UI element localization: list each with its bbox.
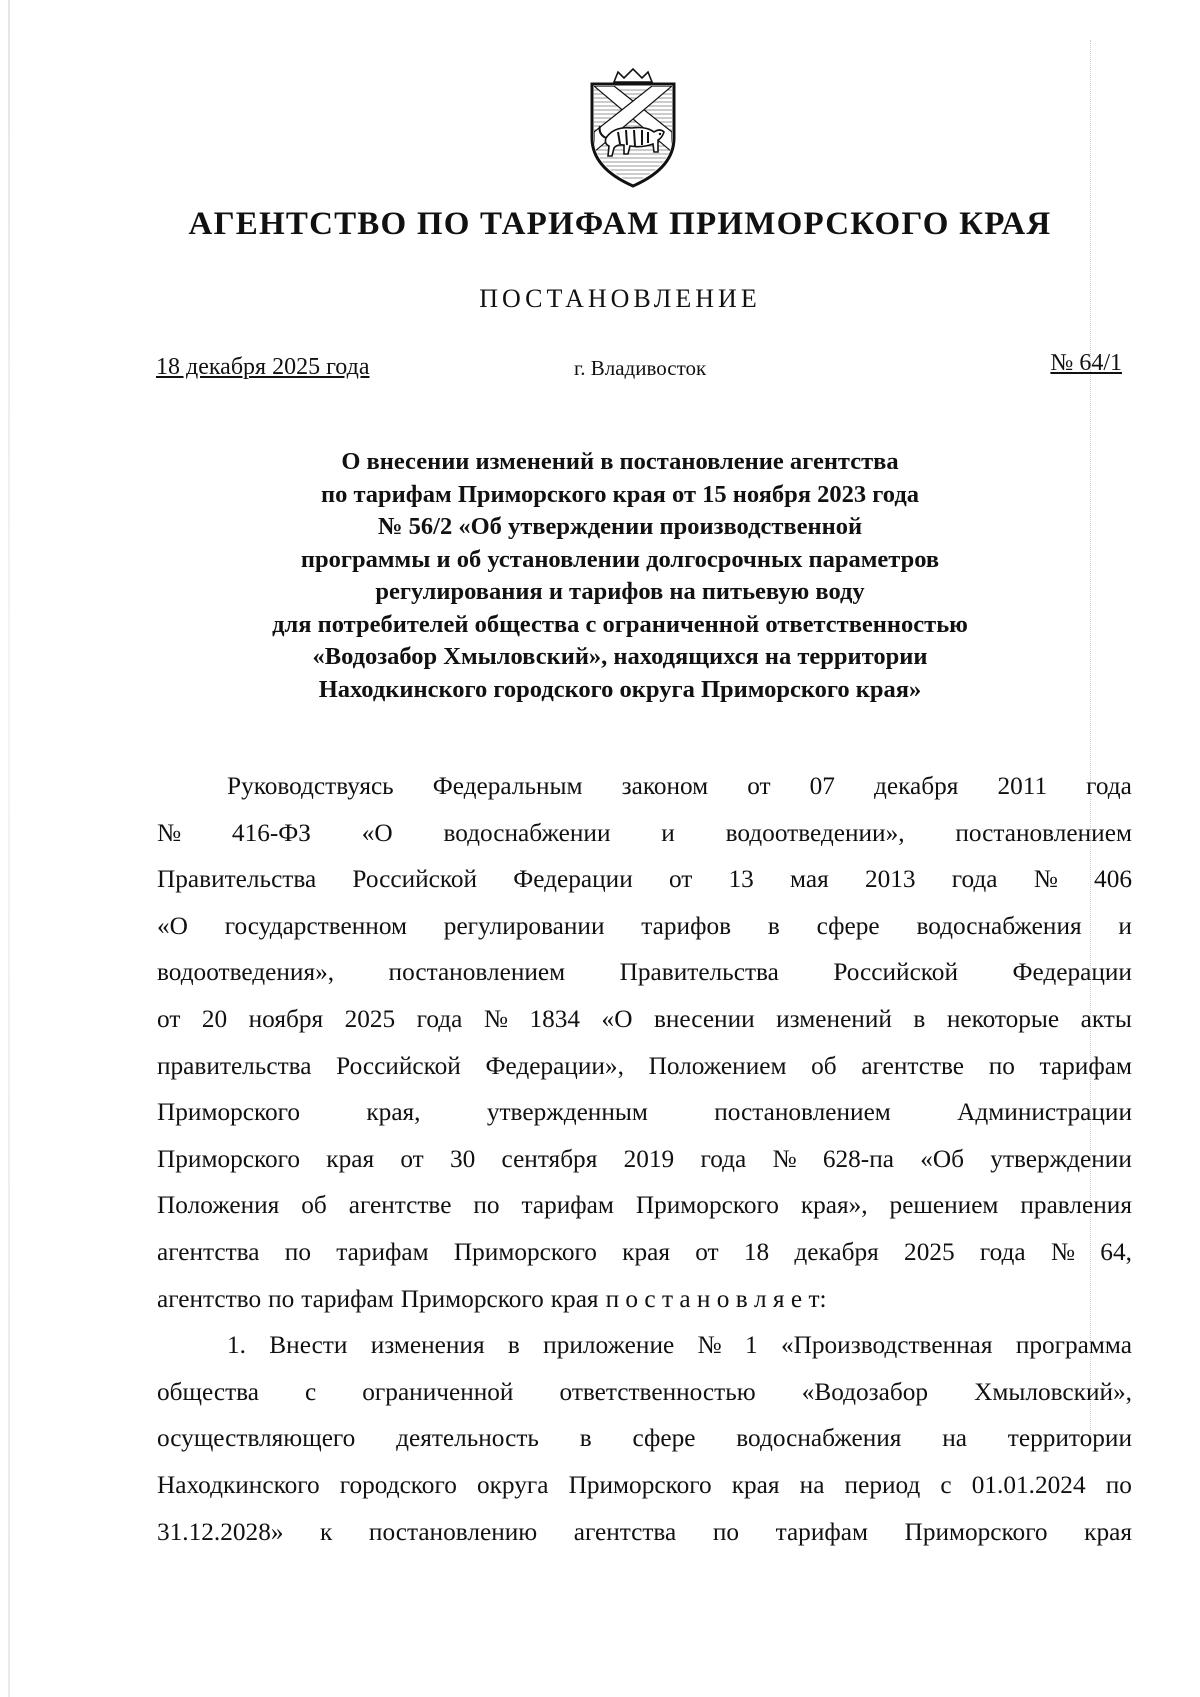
body-word: декабря [794,1237,879,1266]
body-word: 2019 [623,1144,675,1173]
body-word: Федерации», [485,1051,624,1080]
body-word: Российской [833,958,958,987]
body-word: водоснабжении [443,818,611,847]
body-word: сфере [632,1424,696,1453]
body-word: края [731,1470,780,1499]
body-word: 01.01.2024 [971,1470,1086,1499]
body-word: от [157,1004,181,1033]
body-word: об [301,1191,327,1220]
body-word: по [284,1237,311,1266]
heading-line: «Водозабор Хмыловский», находящихся на территории [312,643,928,670]
body-word: Российской [352,865,478,894]
body-word: 1 [744,1331,758,1360]
body-word: по [1105,1470,1132,1499]
body-word: 2011 [997,772,1048,800]
body-line [157,1369,1132,1416]
body-word: «Производственная [780,1331,993,1360]
body-word: с [305,1377,317,1406]
body-word: по [473,1191,500,1220]
body-word: программа [1015,1331,1132,1360]
body-word: Приморского [568,1470,712,1499]
body-word: по [268,1284,295,1313]
heading-line: регулирования и тарифов на питьевую воду [375,578,865,605]
body-word: 31.12.2028» [157,1517,284,1546]
body-word: 2025 [904,1237,955,1266]
body-word: правления [1020,1191,1132,1220]
body-word: Администрации [957,1098,1132,1127]
body-line [157,1415,1132,1462]
body-word: правительства [157,1051,312,1080]
body-word: тарифов [641,911,732,940]
body-word: № [697,1331,722,1360]
body-word: п о с т а н о в л я е т: [605,1284,827,1313]
body-word: 2013 [864,865,916,894]
body-word: утверждении [990,1144,1132,1173]
body-word: государственном [224,911,407,940]
body-word: агентство [157,1284,262,1313]
body-word: «О [361,818,393,847]
body-word: 1. [227,1331,246,1360]
body-word: решением [889,1191,999,1220]
body-word: и [1118,911,1132,940]
body-line [157,1509,1132,1556]
body-word: постановлению [368,1517,538,1546]
body-word: мая [790,865,829,894]
body-line [157,856,1132,903]
body-word: в [579,1424,592,1453]
body-word: изменений [776,1004,892,1033]
document-date: 18 декабря 2025 года [156,354,370,380]
body-word: ноября [248,1004,324,1033]
body-word: Федеральным [432,772,583,800]
document-heading [150,446,1090,706]
body-word: Приморского [635,1191,779,1220]
body-word: внесении [653,1004,755,1033]
body-word: на [942,1424,967,1453]
body-word: «О [601,1004,633,1033]
body-word: тарифам [301,1284,394,1313]
body-line [157,1229,1132,1276]
body-line [157,1089,1132,1136]
body-word: декабря [874,772,959,800]
body-word: № [772,1144,797,1173]
body-word: территории [1007,1424,1132,1453]
coat-of-arms-emblem [584,68,682,190]
body-word: тарифам [775,1517,868,1546]
body-word: года [951,865,998,894]
body-word: Правительства [619,958,779,987]
body-word: агентстве [861,1051,965,1080]
body-word: 406 [1094,865,1132,894]
body-word: Правительства [157,865,317,894]
body-word: в [767,911,780,940]
body-word: Положения [157,1191,280,1220]
body-word: в [913,1004,926,1033]
body-line [157,1276,1132,1323]
body-word: постановлением [714,1098,891,1127]
body-word: края, [366,1098,421,1127]
body-word: некоторые [946,1004,1060,1033]
body-word: по [712,1517,740,1546]
body-word: общества [157,1377,259,1406]
body-word: утвержденным [486,1098,648,1127]
body-word: и [661,818,675,847]
body-word: с [940,1470,952,1499]
body-word: края [1084,1517,1132,1546]
body-word: ограниченной [362,1377,514,1406]
body-word: ответственностью [559,1377,756,1406]
body-word: Приморского [157,1098,301,1127]
body-word: 20 [201,1004,228,1033]
body-word: года [979,1237,1026,1266]
body-line [157,1136,1132,1183]
body-word: «Об [920,1144,965,1173]
body-word: 07 [809,772,835,800]
body-word: деятельность [396,1424,539,1453]
body-word: 2025 [344,1004,396,1033]
body-word: агентстве [348,1191,452,1220]
body-word: тарифам [336,1237,429,1266]
body-word: акты [1080,1004,1132,1033]
body-word: Руководствуясь [227,772,394,800]
heading-line: для потребителей общества с ограниченной ответственностью [272,610,968,638]
body-word: 18 [743,1237,770,1266]
body-word: приложение [543,1331,675,1360]
body-word: № [157,818,182,847]
body-word: постановлением [388,958,566,987]
body-word: на [799,1470,825,1499]
body-word: от [747,772,771,800]
body-word: Приморского [157,1144,301,1173]
body-word: об [811,1051,837,1080]
body-word: сфере [816,911,880,940]
document-type: ПОСТАНОВЛЕНИЕ [479,284,761,313]
body-word: края [550,1284,599,1313]
heading-line: № 56/2 «Об утверждении производственной [377,513,863,540]
body-word: водоснабжения [916,911,1082,940]
body-word: 628-па [822,1144,894,1173]
body-line [157,1322,1132,1369]
body-word: № [1050,1237,1076,1266]
scan-edge [8,0,10,1697]
body-word: городского [339,1470,457,1499]
body-word: Положением [648,1051,787,1080]
body-word: тарифам [1039,1051,1132,1080]
body-word: осуществляющего [157,1424,356,1453]
body-word: от [668,865,693,894]
body-line [157,903,1132,950]
body-word: к [320,1517,333,1546]
body-word: постановлением [955,818,1132,847]
body-word: года [416,1004,463,1033]
body-word: Федерации [1012,958,1132,987]
document-body [157,763,1132,1555]
body-line [157,1043,1132,1090]
body-word: Приморского [400,1284,544,1313]
body-word: регулировании [443,911,605,940]
body-word: агентства [573,1517,677,1546]
body-word: в [507,1331,520,1360]
body-word: года [700,1144,747,1173]
body-word: № [483,1004,509,1033]
body-word: «Водозабор [801,1377,929,1406]
body-line [157,763,1132,810]
body-word: от [400,1144,424,1173]
heading-line: по тарифам Приморского края от 15 ноября 2023 года [320,480,919,508]
body-word: изменения [370,1331,485,1360]
body-word: края [326,1144,375,1173]
body-word: Находкинского [157,1470,320,1499]
body-word: Приморского [904,1517,1048,1546]
heading-line: программы и об установлении долгосрочных параметров [300,545,940,573]
body-line [157,1462,1132,1509]
body-word: края», [800,1191,868,1220]
body-word: агентства [157,1237,260,1266]
body-word: 416-ФЗ [231,818,311,847]
body-word: сентября [501,1144,598,1173]
body-word: тарифам [521,1191,614,1220]
body-word: Хмыловский», [974,1377,1132,1406]
document-city: г. Владивосток [574,356,707,380]
body-word: округа [476,1470,549,1499]
body-word: водоотведении», [725,818,905,847]
body-word: 64, [1100,1237,1132,1266]
body-word: водоотведения», [157,958,335,987]
heading-line: О внесении изменений в постановление агентства [341,448,899,475]
body-word: Российской [336,1051,461,1080]
agency-title: АГЕНТСТВО ПО ТАРИФАМ ПРИМОРСКОГО КРАЯ [188,206,1052,242]
body-line [157,1182,1132,1229]
body-word: законом [621,772,709,800]
body-word: края [622,1237,670,1266]
body-word: по [988,1051,1015,1080]
body-line [157,996,1132,1043]
body-word: от [695,1237,719,1266]
body-word: «О [157,911,188,940]
body-line [157,810,1132,857]
body-word: года [1086,772,1132,800]
body-line [157,949,1132,996]
heading-line: Находкинского городского округа Приморского края» [318,675,922,703]
body-word: Внести [269,1331,348,1360]
body-word: Федерации [513,865,633,894]
body-word: 30 [449,1144,476,1173]
body-word: период [844,1470,921,1499]
document-number: № 64/1 [1050,350,1122,376]
body-word: Приморского [453,1237,597,1266]
body-word: 1834 [529,1004,581,1033]
body-word: 13 [728,865,754,894]
body-word: № [1033,865,1058,894]
body-word: водоснабжения [736,1424,902,1453]
